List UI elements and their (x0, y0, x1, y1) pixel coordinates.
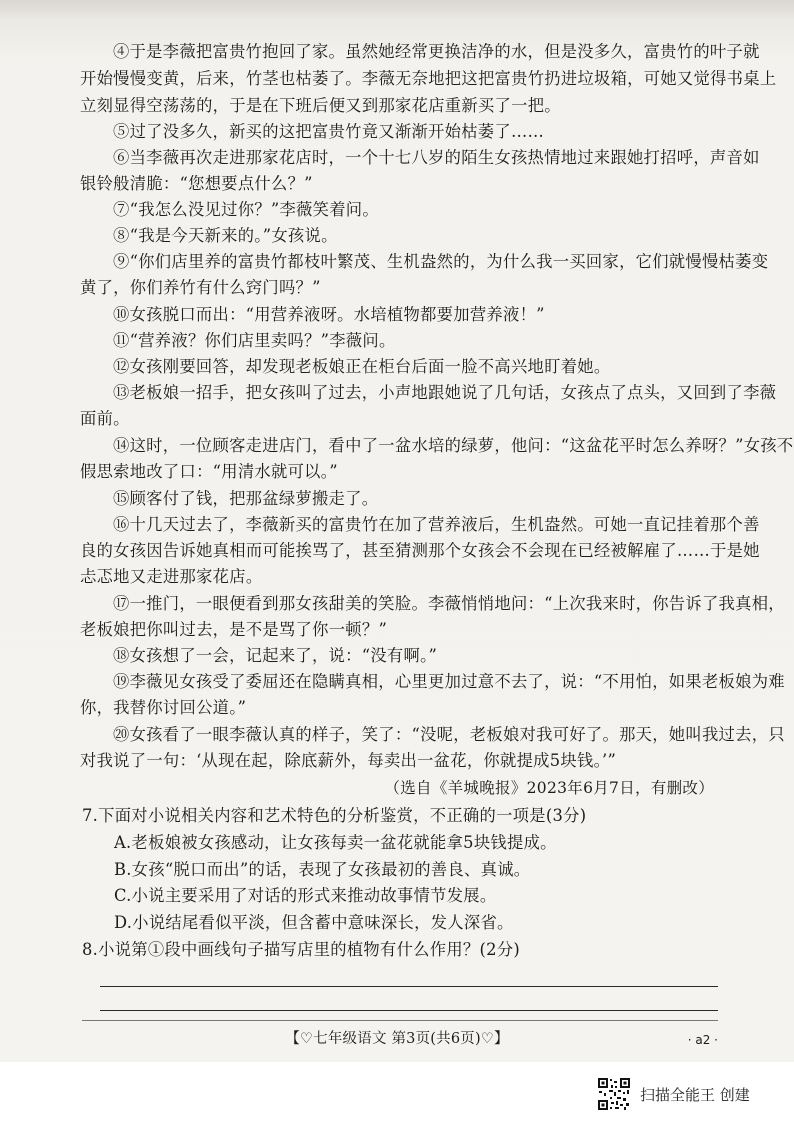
story-line: ⑱女孩想了一会，记起来了，说：“没有啊。” (113, 646, 438, 665)
story-line: 黄了，你们养竹有什么窍门吗？” (80, 278, 321, 297)
answer-line (100, 1010, 718, 1011)
question-7-option-b: B.女孩“脱口而出”的话，表现了女孩最初的善良、真诚。 (114, 860, 531, 879)
story-line: ⑤过了没多久，新买的这把富贵竹竟又渐渐开始枯萎了…… (113, 122, 545, 141)
question-7-option-d: D.小说结尾看似平淡，但含蓄中意味深长，发人深省。 (114, 913, 514, 932)
story-line: 开始慢慢变黄，后来，竹茎也枯萎了。李薇无奈地把这把富贵竹扔进垃圾箱，可她又觉得书桌上 (80, 69, 777, 88)
question-8-stem: 8.小说第①段中画线句子描写店里的植物有什么作用？(2分) (82, 940, 521, 959)
story-line: ⑲李薇见女孩受了委屈还在隐瞒真相，心里更加过意不去了，说：“不用怕，如果老板娘为难 (113, 672, 785, 691)
story-line: ⑧“我是今天新来的。”女孩说。 (113, 226, 338, 245)
qr-code-icon (597, 1077, 631, 1111)
story-line: 银铃般清脆：“您想要点什么？” (80, 174, 313, 193)
story-line: 忐忑地又走进那家花店。 (80, 567, 263, 586)
story-line: ⑰一推门，一眼便看到那女孩甜美的笑脸。李薇悄悄地问：“上次我来时，你告诉了我真相， (113, 594, 785, 613)
story-line: ⑦“我怎么没见过你？”李薇笑着问。 (113, 200, 379, 219)
story-line: ⑬老板娘一招手，把女孩叫了过去，小声地跟她说了几句话，女孩点了点头，又回到了李薇 (113, 383, 777, 402)
story-line: 良的女孩因告诉她真相而可能挨骂了，甚至猜测那个女孩会不会现在已经被解雇了……于是她 (80, 541, 760, 560)
footer-divider (82, 1020, 718, 1021)
story-line: ⑪“营养液？你们店里卖吗？”李薇问。 (113, 331, 396, 350)
page-code: · a2 · (687, 1033, 718, 1047)
scanner-label: 扫描全能王 创建 (640, 1086, 750, 1104)
story-line: 老板娘把你叫过去，是不是骂了你一顿？” (80, 620, 388, 639)
story-line: ⑨“你们店里养的富贵竹都枝叶繁茂、生机盎然的，为什么我一买回家，它们就慢慢枯萎变 (113, 252, 769, 271)
story-line: ⑥当李薇再次走进那家花店时，一个十七八岁的陌生女孩热情地过来跟她打招呼，声音如 (113, 148, 760, 167)
story-line: 假思索地改了口：“用清水就可以。” (80, 462, 338, 481)
story-line: 立刻显得空荡荡的，于是在下班后便又到那家花店重新买了一把。 (80, 96, 561, 115)
answer-line (100, 986, 718, 987)
story-line: 对我说了一句：‘从现在起，除底薪外，每卖出一盆花，你就提成5块钱。’” (80, 751, 617, 770)
story-line: ⑳女孩看了一眼李薇认真的样子，笑了：“没呢，老板娘对我可好了。那天，她叫我过去，只 (113, 725, 785, 744)
story-line: ⑩女孩脱口而出：“用营养液呀。水培植物都要加营养液！” (113, 305, 545, 324)
question-7-option-c: C.小说主要采用了对话的形式来推动故事情节发展。 (114, 886, 497, 905)
story-line: ⑫女孩刚要回答，却发现老板娘正在柜台后面一脸不高兴地盯着她。 (113, 357, 611, 376)
source-citation: （选自《羊城晚报》2023年6月7日，有删改） (384, 779, 714, 797)
story-line: ⑭这时，一位顾客走进店门，看中了一盆水培的绿萝，他问：“这盆花平时怎么养呀？”女孩不 (113, 436, 794, 455)
story-line: ⑯十几天过去了，李薇新买的富贵竹在加了营养液后，生机盎然。可她一直记挂着那个善 (113, 515, 760, 534)
story-line: 你，我替你讨回公道。” (80, 698, 247, 717)
question-7-option-a: A.老板娘被女孩感动，让女孩每卖一盆花就能拿5块钱提成。 (114, 833, 557, 852)
story-line: ④于是李薇把富贵竹抱回了家。虽然她经常更换洁净的水，但是没多久，富贵竹的叶子就 (113, 42, 760, 61)
question-7-stem: 7.下面对小说相关内容和艺术特色的分析鉴赏，不正确的一项是(3分) (82, 806, 587, 825)
page-footer: 【♡七年级语文 第3页(共6页)♡】 (285, 1031, 509, 1047)
story-line: 面前。 (80, 409, 130, 428)
story-line: ⑮顾客付了钱，把那盆绿萝搬走了。 (113, 489, 379, 508)
